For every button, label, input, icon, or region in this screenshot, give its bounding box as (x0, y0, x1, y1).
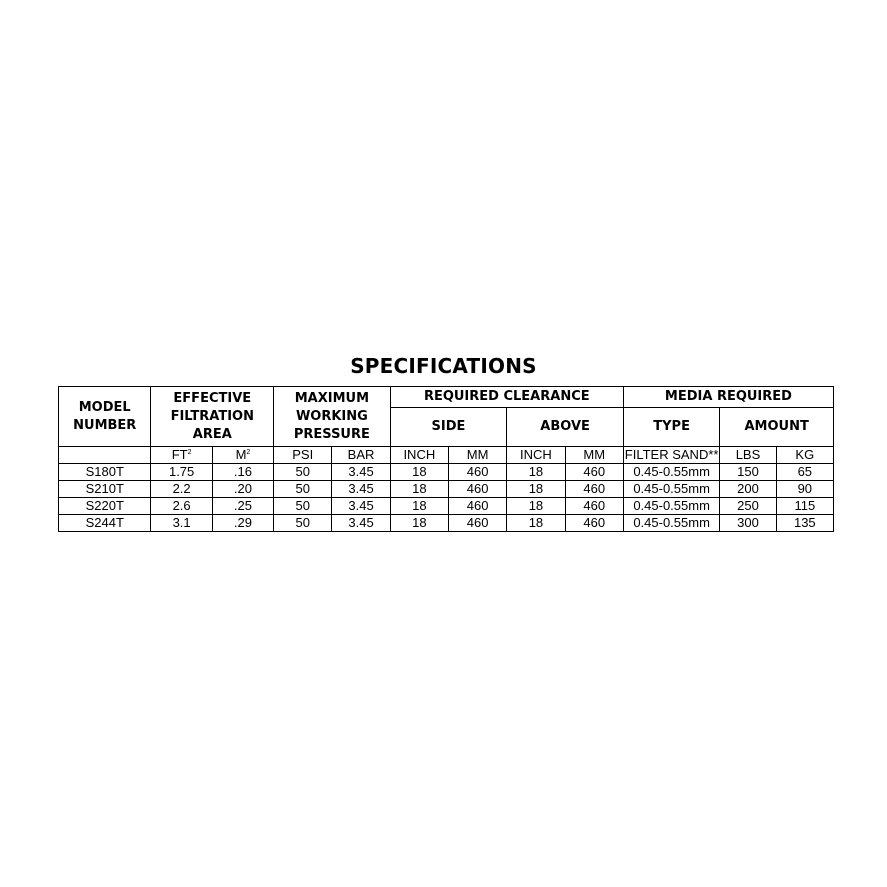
unit-ft2: $FT^2$ (151, 447, 212, 464)
table-row (59, 515, 834, 532)
cell-above-inch: 18 (507, 515, 565, 532)
cell-lbs: 300 (720, 515, 776, 532)
table-row (59, 464, 834, 481)
unit-above-mm: MM (565, 447, 623, 464)
cell-above-mm: 460 (565, 515, 623, 532)
cell-ft2: 1.75 (151, 464, 212, 481)
header-required-clearance: REQUIRED CLEARANCE (390, 387, 623, 408)
cell-side-inch: 18 (390, 515, 448, 532)
cell-model: S180T (59, 464, 151, 481)
header-media-required: MEDIA REQUIRED (623, 387, 833, 408)
cell-m2: .20 (212, 481, 273, 498)
header-maximum-working-pressure: MAXIMUM WORKING PRESSURE (274, 387, 391, 447)
table-row (59, 481, 834, 498)
cell-lbs: 150 (720, 464, 776, 481)
cell-side-mm: 460 (448, 498, 506, 515)
cell-lbs: 200 (720, 481, 776, 498)
cell-kg: 90 (776, 481, 833, 498)
cell-type: 0.45-0.55mm (623, 515, 719, 532)
cell-psi: 50 (274, 515, 332, 532)
header-row-group (59, 387, 834, 408)
unit-above-inch: INCH (507, 447, 565, 464)
cell-above-inch: 18 (507, 481, 565, 498)
cell-model: S210T (59, 481, 151, 498)
cell-side-mm: 460 (448, 464, 506, 481)
unit-side-inch: INCH (390, 447, 448, 464)
unit-model-blank (59, 447, 151, 464)
cell-ft2: 2.6 (151, 498, 212, 515)
header-above: ABOVE (507, 408, 624, 447)
cell-model: S244T (59, 515, 151, 532)
cell-m2: .16 (212, 464, 273, 481)
cell-model: S220T (59, 498, 151, 515)
cell-type: 0.45-0.55mm (623, 481, 719, 498)
units-row (59, 447, 834, 464)
page-title: SPECIFICATIONS (350, 354, 537, 378)
cell-bar: 3.45 (332, 464, 390, 481)
header-side: SIDE (390, 408, 507, 447)
cell-bar: 3.45 (332, 481, 390, 498)
cell-type: 0.45-0.55mm (623, 498, 719, 515)
cell-side-inch: 18 (390, 481, 448, 498)
cell-side-inch: 18 (390, 464, 448, 481)
cell-above-inch: 18 (507, 498, 565, 515)
cell-ft2: 2.2 (151, 481, 212, 498)
unit-lbs: LBS (720, 447, 776, 464)
cell-psi: 50 (274, 481, 332, 498)
table-row (59, 498, 834, 515)
header-amount: AMOUNT (720, 408, 834, 447)
cell-bar: 3.45 (332, 515, 390, 532)
cell-above-mm: 460 (565, 498, 623, 515)
unit-m2: $M^2$ (212, 447, 273, 464)
header-effective-filtration-area: EFFECTIVE FILTRATION AREA (151, 387, 274, 447)
cell-lbs: 250 (720, 498, 776, 515)
cell-above-mm: 460 (565, 464, 623, 481)
unit-bar: BAR (332, 447, 390, 464)
cell-psi: 50 (274, 498, 332, 515)
cell-side-inch: 18 (390, 498, 448, 515)
cell-above-inch: 18 (507, 464, 565, 481)
unit-psi: PSI (274, 447, 332, 464)
unit-side-mm: MM (448, 447, 506, 464)
cell-bar: 3.45 (332, 498, 390, 515)
cell-kg: 115 (776, 498, 833, 515)
header-model-number: MODEL NUMBER (59, 387, 151, 447)
cell-ft2: 3.1 (151, 515, 212, 532)
unit-kg: KG (776, 447, 833, 464)
cell-m2: .25 (212, 498, 273, 515)
cell-side-mm: 460 (448, 515, 506, 532)
cell-type: 0.45-0.55mm (623, 464, 719, 481)
header-type: TYPE (623, 408, 719, 447)
cell-kg: 65 (776, 464, 833, 481)
cell-above-mm: 460 (565, 481, 623, 498)
specifications-table (58, 386, 834, 532)
cell-psi: 50 (274, 464, 332, 481)
cell-m2: .29 (212, 515, 273, 532)
cell-side-mm: 460 (448, 481, 506, 498)
cell-kg: 135 (776, 515, 833, 532)
unit-type: FILTER SAND** (624, 447, 719, 462)
